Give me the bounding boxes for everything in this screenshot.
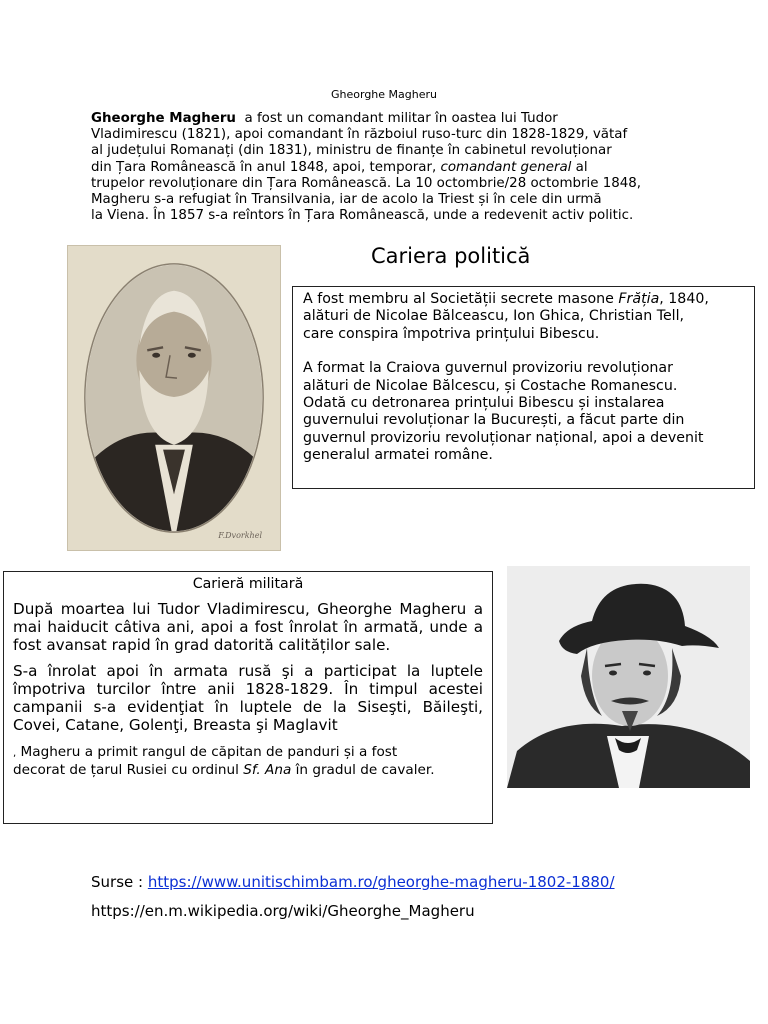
sources-line: [91, 873, 615, 891]
portrait-elderly-drawing: [68, 246, 280, 550]
political-paragraph-1: A fost membru al Societății secrete masone Frăția, 1840, alături de Nicolae Bălceascu, Ion Ghica, Christian Tell, care conspira împotriva prințului Bibescu.: [303, 291, 709, 342]
source-link-unitischimbam[interactable]: https://www.unitischimbam.ro/gheorghe-magheru-1802-1880/: [147, 873, 615, 891]
military-career-box: [3, 571, 493, 824]
document-title: Gheorghe Magheru: [331, 88, 437, 101]
intro-paragraph: Gheorghe Magheru a fost un comandant militar în oastea lui Tudor Vladimirescu (1821), apoi comandant în războiul ruso-turc din 1828-1829, vătaf al județului Romanați (din 1831), ministru de finanțe în cabinetul revoluționar din Țara Românească în anul 1848, apoi, temporar, comandant general al trupelor revoluționare din Țara Românească. La 10 octombrie/28 octombrie 1848, Magheru s-a refugiat în Transilvania, iar de acolo la Triest și în cele din urmă la Viena. În 1857 s-a reîntors în Țara Românească, unde a redevenit activ politic.: [91, 111, 642, 224]
military-paragraph-3: , Magheru a primit rangul de căpitan de panduri și a fost decorat de țarul Rusiei cu ordinul Sf. Ana în gradul de cavaler.: [13, 744, 435, 778]
portrait-signature: F.Dvorkhel: [218, 531, 262, 540]
political-career-box: [292, 286, 755, 489]
sources-label: Surse :: [91, 873, 148, 891]
military-career-heading: Carieră militară: [192, 576, 304, 592]
portrait-young-magheru: [507, 566, 750, 788]
portrait-young-drawing: [507, 566, 750, 788]
political-paragraph-2: A format la Craiova guvernul provizoriu revoluționar alături de Nicolae Bălcescu, și Costache Romanescu. Odată cu detronarea prințului Bibescu și instalarea guvernului revoluționar la București, a făcut parte din guvernul provizoriu revoluționar național, apoi a devenit generalul armatei române.: [303, 360, 704, 464]
portrait-elderly-magheru: [67, 245, 281, 551]
political-career-heading: Cariera politică: [371, 244, 531, 268]
military-paragraph-2: S-a înrolat apoi în armata rusă şi a participat la luptele împotriva turcilor între anii 1828-1829. În timpul acestei campanii s-a evidenţiat în luptele de la Siseşti, Băileşti, Covei, Catane, Golenţi, Breasta şi Maglavit: [13, 662, 483, 734]
intro-name: Gheorghe Magheru: [91, 111, 236, 126]
military-paragraph-1: După moartea lui Tudor Vladimirescu, Gheorghe Magheru a mai haiducit câtiva ani, apoi a fost înrolat în armată, unde a fost avansat rapid în grad datorită calităților sale.: [13, 600, 483, 654]
source-wikipedia: https://en.m.wikipedia.org/wiki/Gheorghe_Magheru: [91, 902, 475, 920]
